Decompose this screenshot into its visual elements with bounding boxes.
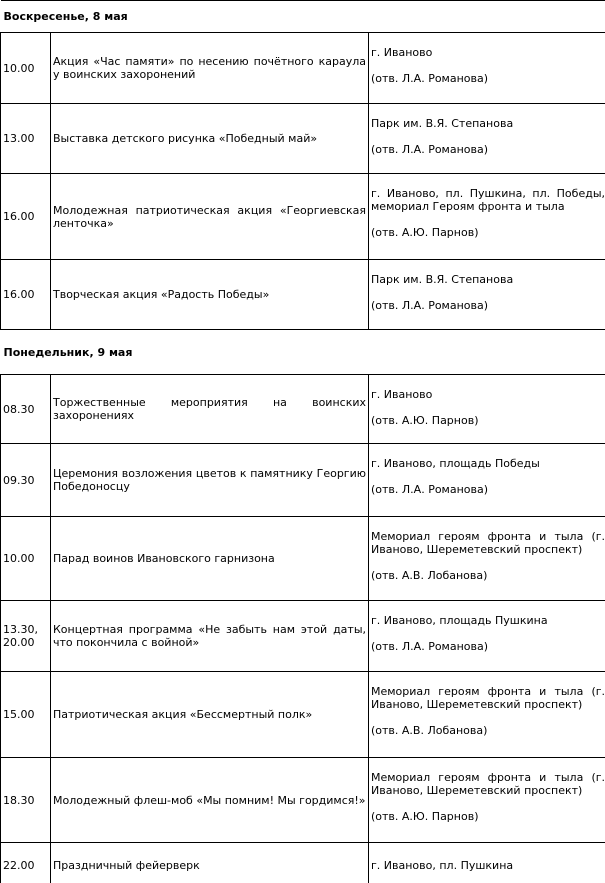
event-row [1, 33, 605, 104]
event-place [369, 843, 605, 883]
event-address: Мемориал героям фронта и тыла (г. Иваново, Шереметевский проспект) [371, 771, 605, 797]
event-place [369, 758, 605, 843]
event-row [1, 758, 605, 843]
event-row [1, 672, 605, 758]
event-time: 10.00 [1, 517, 51, 601]
event-place [369, 260, 605, 330]
event-responsible: (отв. Л.А. Романова) [371, 72, 605, 85]
event-place [369, 517, 605, 601]
event-address: г. Иваново, пл. Пушкина, пл. Победы, мемориал Героям фронта и тыла [371, 187, 605, 213]
event-address: г. Иваново, площадь Победы [371, 457, 605, 470]
event-time: 18.30 [1, 758, 51, 843]
event-time: 16.00 [1, 260, 51, 330]
event-title: Творческая акция «Радость Победы» [51, 260, 369, 330]
event-title: Выставка детского рисунка «Победный май» [51, 104, 369, 174]
event-time: 10.00 [1, 33, 51, 104]
event-responsible: (отв. Л.А. Романова) [371, 640, 605, 653]
event-time: 13.00 [1, 104, 51, 174]
event-time: 16.00 [1, 174, 51, 260]
event-title: Концертная программа «Не забыть нам этой даты, что покончила с войной» [51, 601, 369, 672]
event-title: Молодежный флеш-моб «Мы помним! Мы гордимся!» [51, 758, 369, 843]
event-responsible: (отв. Л.А. Романова) [371, 299, 605, 312]
event-place [369, 444, 605, 517]
event-address: г. Иваново [371, 46, 605, 59]
event-place [369, 601, 605, 672]
event-time: 09.30 [1, 444, 51, 517]
event-address: Парк им. В.Я. Степанова [371, 117, 605, 130]
event-address: Мемориал героям фронта и тыла (г. Иваново, Шереметевский проспект) [371, 685, 605, 711]
event-responsible: (отв. А.Ю. Парнов) [371, 810, 605, 823]
event-address: Мемориал героям фронта и тыла (г. Иваново, Шереметевский проспект) [371, 530, 605, 556]
event-responsible: (отв. Л.А. Романова) [371, 143, 605, 156]
event-place [369, 104, 605, 174]
event-row [1, 375, 605, 444]
event-title: Патриотическая акция «Бессмертный полк» [51, 672, 369, 758]
event-title: Праздничный фейерверк [51, 843, 369, 883]
day-heading: Понедельник, 9 мая [1, 330, 605, 375]
event-time: 13.30, 20.00 [1, 601, 51, 672]
event-row [1, 601, 605, 672]
event-time: 15.00 [1, 672, 51, 758]
event-responsible: (отв. А.В. Лобанова) [371, 569, 605, 582]
event-responsible: (отв. Л.А. Романова) [371, 483, 605, 496]
event-title: Акция «Час памяти» по несению почётного караула у воинских захоронений [51, 33, 369, 104]
event-address: г. Иваново, площадь Пушкина [371, 614, 605, 627]
event-title: Парад воинов Ивановского гарнизона [51, 517, 369, 601]
event-row [1, 444, 605, 517]
day-heading: Воскресенье, 8 мая [1, 1, 605, 33]
event-row [1, 517, 605, 601]
event-row [1, 104, 605, 174]
event-address: г. Иваново, пл. Пушкина [371, 859, 605, 872]
event-place [369, 375, 605, 444]
event-row [1, 843, 605, 883]
event-address: г. Иваново [371, 388, 605, 401]
event-responsible: (отв. А.В. Лобанова) [371, 724, 605, 737]
event-title: Торжественные мероприятия на воинских захоронениях [51, 375, 369, 444]
event-time: 08.30 [1, 375, 51, 444]
event-place [369, 672, 605, 758]
event-row [1, 174, 605, 260]
event-place [369, 174, 605, 260]
event-row [1, 260, 605, 330]
event-time: 22.00 [1, 843, 51, 883]
event-responsible: (отв. А.Ю. Парнов) [371, 414, 605, 427]
event-title: Церемония возложения цветов к памятнику Георгию Победоносцу [51, 444, 369, 517]
event-responsible: (отв. А.Ю. Парнов) [371, 226, 605, 239]
event-address: Парк им. В.Я. Степанова [371, 273, 605, 286]
event-place [369, 33, 605, 104]
event-title: Молодежная патриотическая акция «Георгиевская ленточка» [51, 174, 369, 260]
